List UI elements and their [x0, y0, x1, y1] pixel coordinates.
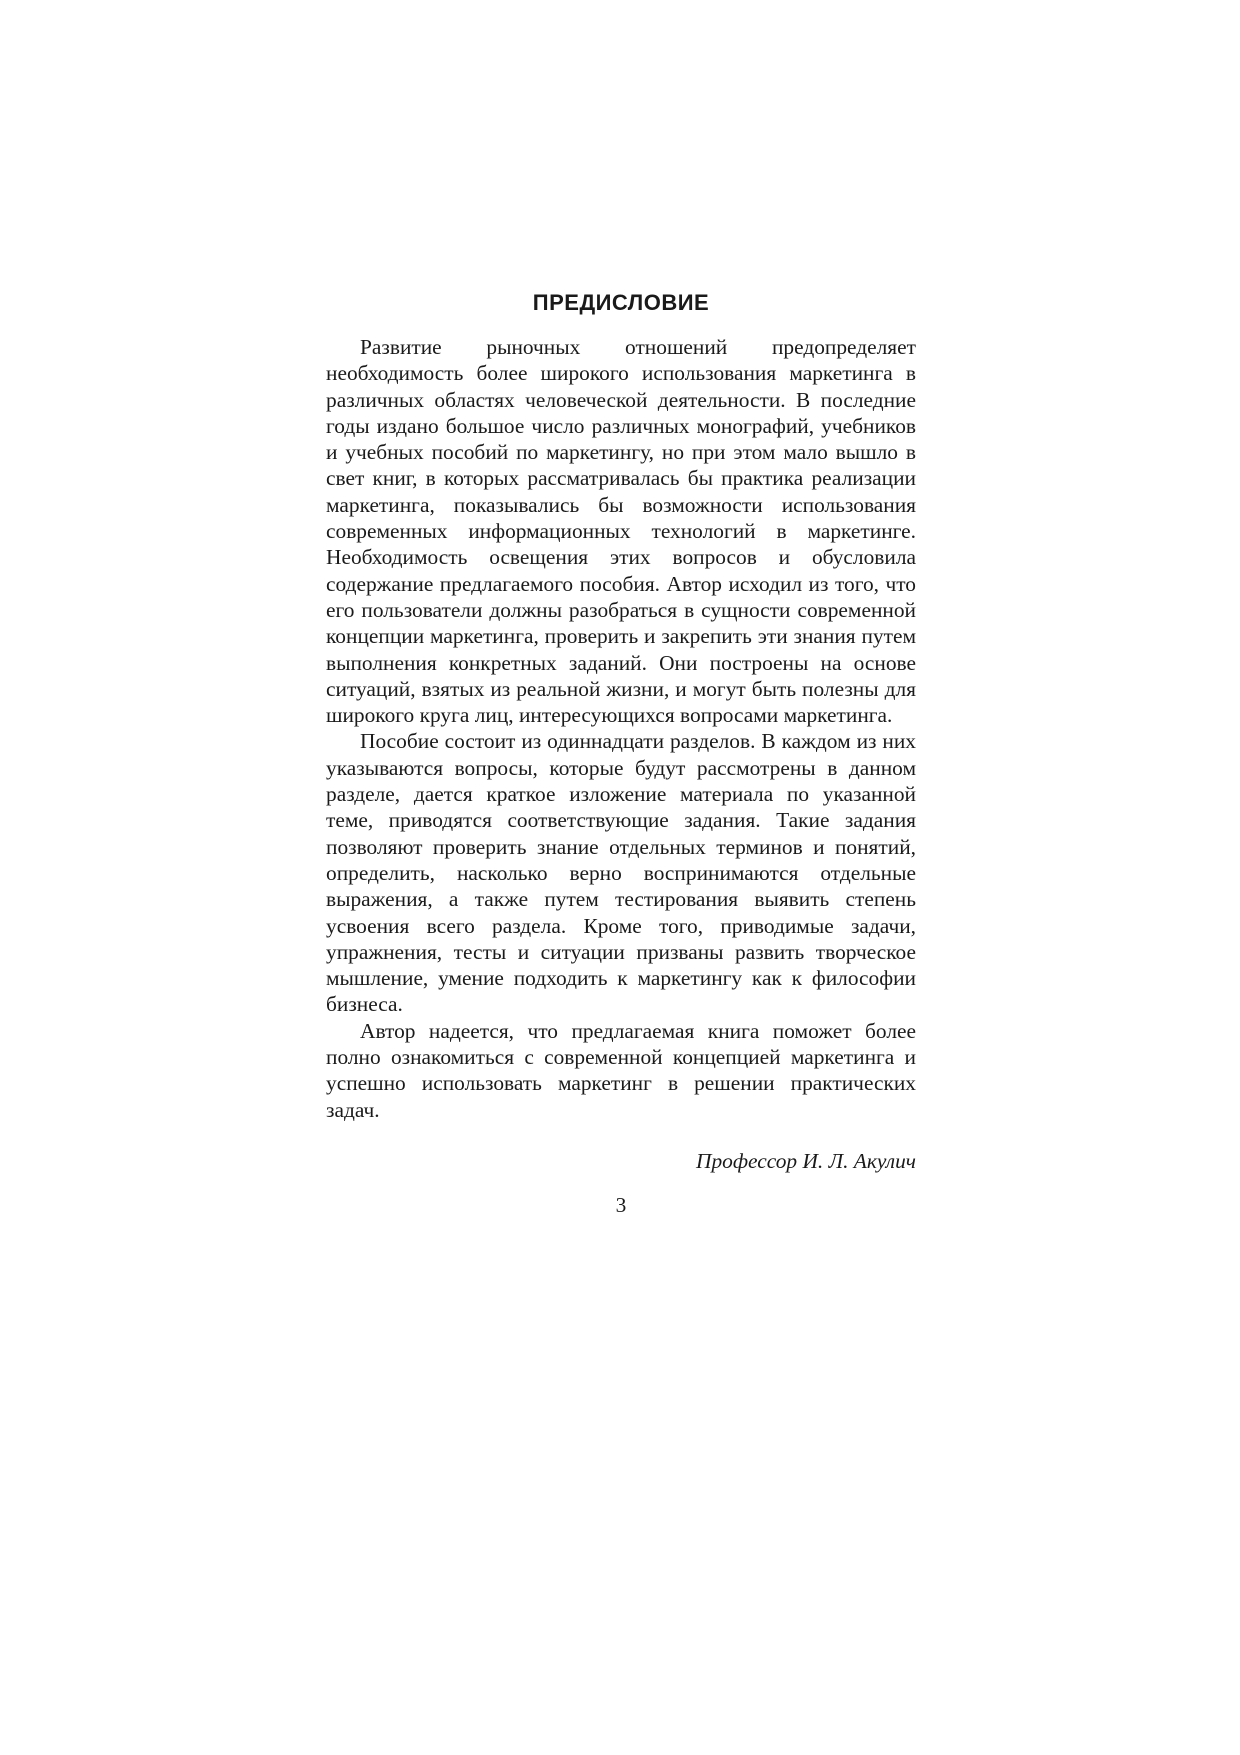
- preface-body: [326, 334, 916, 1123]
- paragraph-1: Развитие рыночных отношений предопределяет необходимость более широкого использования маркетинга в различных областях человеческой деятельности. В последние годы издано большое число различных монографий, учебников и учебных пособий по маркетингу, но при этом мало вышло в свет книг, в которых рассматривалась бы практика реализации маркетинга, показывались бы возможности использования современных информационных технологий в маркетинге. Необходимость освещения этих вопросов и обусловила содержание предлагаемого пособия. Автор исходил из того, что его пользователи должны разобраться в сущности современной концепции маркетинга, проверить и закрепить эти знания путем выполнения конкретных заданий. Они построены на основе ситуаций, взятых из реальной жизни, и могут быть полезны для широкого круга лиц, интересующихся вопросами маркетинга.: [326, 335, 916, 728]
- paragraph-3: Автор надеется, что предлагаемая книга поможет более полно ознакомиться с современной концепцией маркетинга и успешно использовать маркетинг в решении практических задач.: [326, 1018, 916, 1122]
- author-signature: Профессор И. Л. Акулич: [696, 1148, 916, 1173]
- paragraph-2: Пособие состоит из одиннадцати разделов. В каждом из них указываются вопросы, которые будут рассмотрены в данном разделе, дается краткое изложение материала по указанной теме, приводятся соответствующие задания. Такие задания позволяют проверить знание отдельных терминов и понятий, определить, насколько верно воспринимаются отдельные выражения, а также путем тестирования выявить степень усвоения всего раздела. Кроме того, приводимые задачи, упражнения, тесты и ситуации призваны развить творческое мышление, умение подходить к маркетингу как к философии бизнеса.: [326, 729, 916, 1017]
- document-page: [326, 278, 916, 1219]
- page-number: 3: [615, 1192, 627, 1217]
- page-title: ПРЕДИСЛОВИЕ: [532, 290, 710, 315]
